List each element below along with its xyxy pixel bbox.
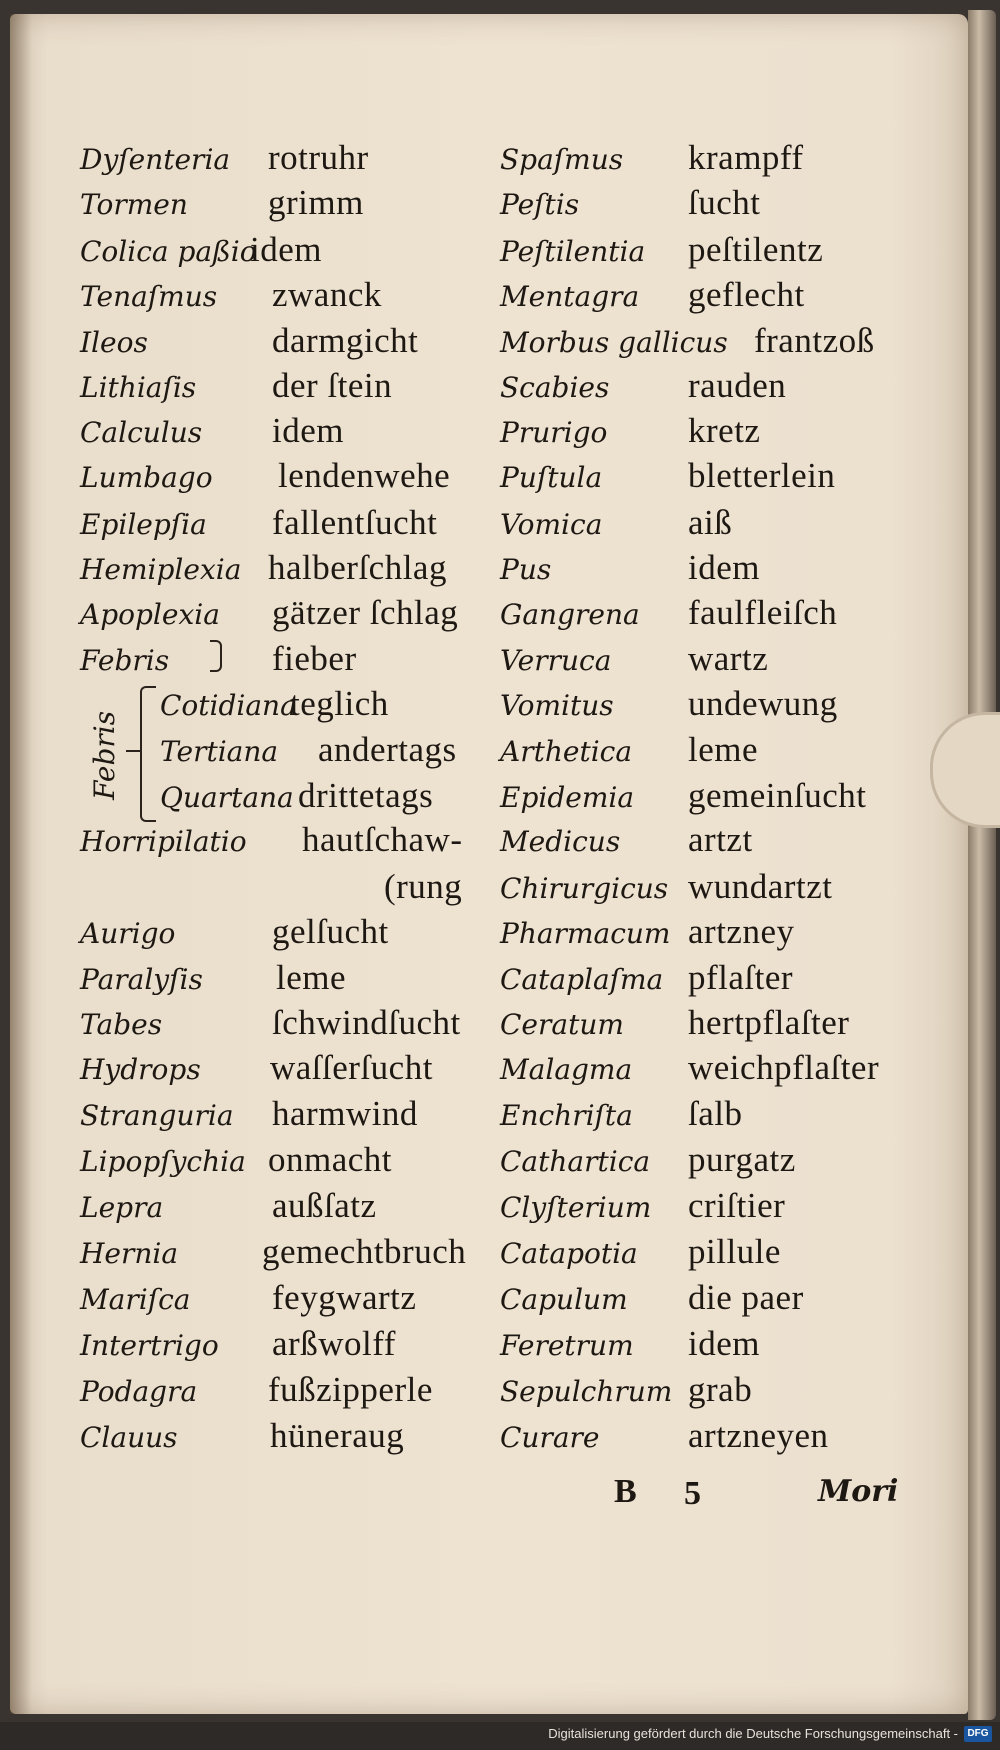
left-latin-term: Hernia xyxy=(80,1237,179,1270)
right-latin-term: Enchriſta xyxy=(500,1099,633,1132)
right-german-term: criſtier xyxy=(688,1186,786,1225)
right-german-term: idem xyxy=(688,548,760,587)
left-german-term: fieber xyxy=(272,639,357,678)
left-latin-term: Tenaſmus xyxy=(80,280,218,313)
right-german-term: peſtilentz xyxy=(688,230,824,269)
left-german-term: grimm xyxy=(268,183,364,222)
left-latin-term: Lipopſychia xyxy=(80,1145,246,1178)
footer-bar xyxy=(0,1722,1000,1750)
left-latin-term: Apoplexia xyxy=(80,598,220,631)
right-german-term: ſucht xyxy=(688,183,761,222)
left-latin-term: Cotidiana xyxy=(160,689,297,722)
signature-mark: B xyxy=(614,1473,637,1510)
page-edge xyxy=(968,10,996,1720)
right-german-term: kretz xyxy=(688,411,761,450)
febris-brace xyxy=(140,686,156,822)
left-latin-term: Colica paßio xyxy=(80,235,257,268)
right-latin-term: Peſtis xyxy=(500,188,580,221)
left-latin-term: Ileos xyxy=(80,326,148,359)
left-german-term: lendenwehe xyxy=(278,456,451,495)
left-german-term: der ſtein xyxy=(272,366,393,405)
left-german-term: halberſchlag xyxy=(268,548,447,587)
left-german-term: waſſerſucht xyxy=(270,1048,433,1087)
book-page xyxy=(10,14,968,1714)
left-german-term: gelſucht xyxy=(272,912,389,951)
left-german-term: harmwind xyxy=(272,1094,418,1133)
left-german-term: zwanck xyxy=(272,275,382,314)
right-latin-term: Sepulchrum xyxy=(500,1375,673,1408)
right-latin-term: Peſtilentia xyxy=(500,235,646,268)
right-latin-term: Vomica xyxy=(500,508,603,541)
left-latin-term: Aurigo xyxy=(80,917,176,950)
right-latin-term: Medicus xyxy=(500,825,621,858)
left-latin-term: Horripilatio xyxy=(80,825,247,858)
left-german-term: idem xyxy=(250,230,322,269)
right-latin-term: Mentagra xyxy=(500,280,640,313)
right-german-term: faulfleiſch xyxy=(688,593,838,632)
left-latin-term: Epilepſia xyxy=(80,508,207,541)
right-german-term: hertpflaſter xyxy=(688,1003,850,1042)
left-german-term: fußzipperle xyxy=(268,1370,433,1409)
right-latin-term: Morbus gallicus xyxy=(500,326,728,359)
right-latin-term: Puſtula xyxy=(500,461,603,494)
right-german-term: geflecht xyxy=(688,275,805,314)
left-german-term: onmacht xyxy=(268,1140,393,1179)
febris-brace-tick xyxy=(126,750,140,752)
right-latin-term: Vomitus xyxy=(500,689,614,722)
left-latin-term: Febris xyxy=(80,644,170,677)
right-german-term: idem xyxy=(688,1324,760,1363)
page-number: 5 xyxy=(684,1475,701,1512)
left-latin-term: Lepra xyxy=(80,1191,164,1224)
left-german-term: darmgicht xyxy=(272,321,419,360)
right-german-term: aiß xyxy=(688,503,733,542)
left-german-term: gätzer ſchlag xyxy=(272,593,459,632)
right-latin-term: Feretrum xyxy=(500,1329,634,1362)
right-latin-term: Clyſterium xyxy=(500,1191,652,1224)
right-german-term: pillule xyxy=(688,1232,781,1271)
left-german-term: rotruhr xyxy=(268,138,369,177)
right-german-term: die paer xyxy=(688,1278,804,1317)
right-latin-term: Ceratum xyxy=(500,1008,624,1041)
right-latin-term: Verruca xyxy=(500,644,612,677)
left-latin-term: Clauus xyxy=(80,1421,178,1454)
left-german-term: idem xyxy=(272,411,344,450)
left-latin-term: Quartana xyxy=(160,781,294,814)
right-latin-term: Epidemia xyxy=(500,781,635,814)
right-german-term: undewung xyxy=(688,684,838,723)
right-latin-term: Chirurgicus xyxy=(500,872,669,905)
left-german-term: hüneraug xyxy=(270,1416,405,1455)
right-german-term: ſalb xyxy=(688,1094,743,1133)
left-german-term: arßwolff xyxy=(272,1324,396,1363)
left-latin-term: Tabes xyxy=(80,1008,163,1041)
febris-side-label: Febris xyxy=(88,710,121,800)
right-latin-term: Gangrena xyxy=(500,598,640,631)
right-german-term: wartz xyxy=(688,639,769,678)
right-latin-term: Spaſmus xyxy=(500,143,624,176)
left-german-term: teglich xyxy=(290,684,389,723)
left-latin-term: Mariſca xyxy=(80,1283,191,1316)
right-german-term: wundartzt xyxy=(688,867,833,906)
left-latin-term: Intertrigo xyxy=(80,1329,219,1362)
right-latin-term: Pus xyxy=(500,553,552,586)
left-german-term: drittetags xyxy=(298,776,434,815)
catchword: Mori xyxy=(818,1474,899,1509)
left-latin-term: Lithiaſis xyxy=(80,371,197,404)
right-latin-term: Capulum xyxy=(500,1283,628,1316)
left-german-term: feygwartz xyxy=(272,1278,417,1317)
right-german-term: purgatz xyxy=(688,1140,796,1179)
fieber-brace xyxy=(210,640,222,672)
left-latin-term: Tormen xyxy=(80,188,188,221)
right-latin-term: Arthetica xyxy=(500,735,633,768)
digitization-credit: Digitalisierung gefördert durch die Deutsche Forschungsgemeinschaft - xyxy=(548,1726,958,1741)
right-german-term: pflaſter xyxy=(688,958,794,997)
right-german-term: bletterlein xyxy=(688,456,836,495)
right-german-term: krampff xyxy=(688,138,804,177)
left-latin-term: Hemiplexia xyxy=(80,553,242,586)
left-german-term: hautſchaw- xyxy=(302,820,463,859)
right-german-term: leme xyxy=(688,730,759,769)
right-latin-term: Cataplaſma xyxy=(500,963,664,996)
left-german-term: außſatz xyxy=(272,1186,377,1225)
dfg-logo: DFG xyxy=(964,1726,992,1742)
left-latin-term: Hydrops xyxy=(80,1053,201,1086)
left-german-term: gemechtbruch xyxy=(262,1232,467,1271)
right-latin-term: Prurigo xyxy=(500,416,608,449)
right-german-term: grab xyxy=(688,1370,753,1409)
left-latin-term: Tertiana xyxy=(160,735,279,768)
left-german-term: leme xyxy=(276,958,347,997)
left-latin-term: Dyſenteria xyxy=(80,143,231,176)
right-latin-term: Pharmacum xyxy=(500,917,671,950)
right-german-term: artzt xyxy=(688,820,753,859)
right-german-term: gemeinſucht xyxy=(688,776,867,815)
right-latin-term: Curare xyxy=(500,1421,600,1454)
left-german-term: andertags xyxy=(318,730,457,769)
right-german-term: artzneyen xyxy=(688,1416,829,1455)
right-latin-term: Cathartica xyxy=(500,1145,651,1178)
right-german-term: artzney xyxy=(688,912,795,951)
right-german-term: weichpflaſter xyxy=(688,1048,880,1087)
left-latin-term: Stranguria xyxy=(80,1099,234,1132)
left-latin-term: Calculus xyxy=(80,416,203,449)
binding-shadow xyxy=(10,14,32,1714)
left-german-term: (rung xyxy=(384,867,463,906)
right-latin-term: Catapotia xyxy=(500,1237,638,1270)
right-german-term: rauden xyxy=(688,366,787,405)
left-german-term: ſchwindſucht xyxy=(272,1003,461,1042)
right-latin-term: Malagma xyxy=(500,1053,633,1086)
left-latin-term: Paralyſis xyxy=(80,963,203,996)
right-german-term: frantzoß xyxy=(754,321,875,360)
left-latin-term: Lumbago xyxy=(80,461,213,494)
left-latin-term: Podagra xyxy=(80,1375,198,1408)
right-latin-term: Scabies xyxy=(500,371,610,404)
left-german-term: fallentſucht xyxy=(272,503,438,542)
